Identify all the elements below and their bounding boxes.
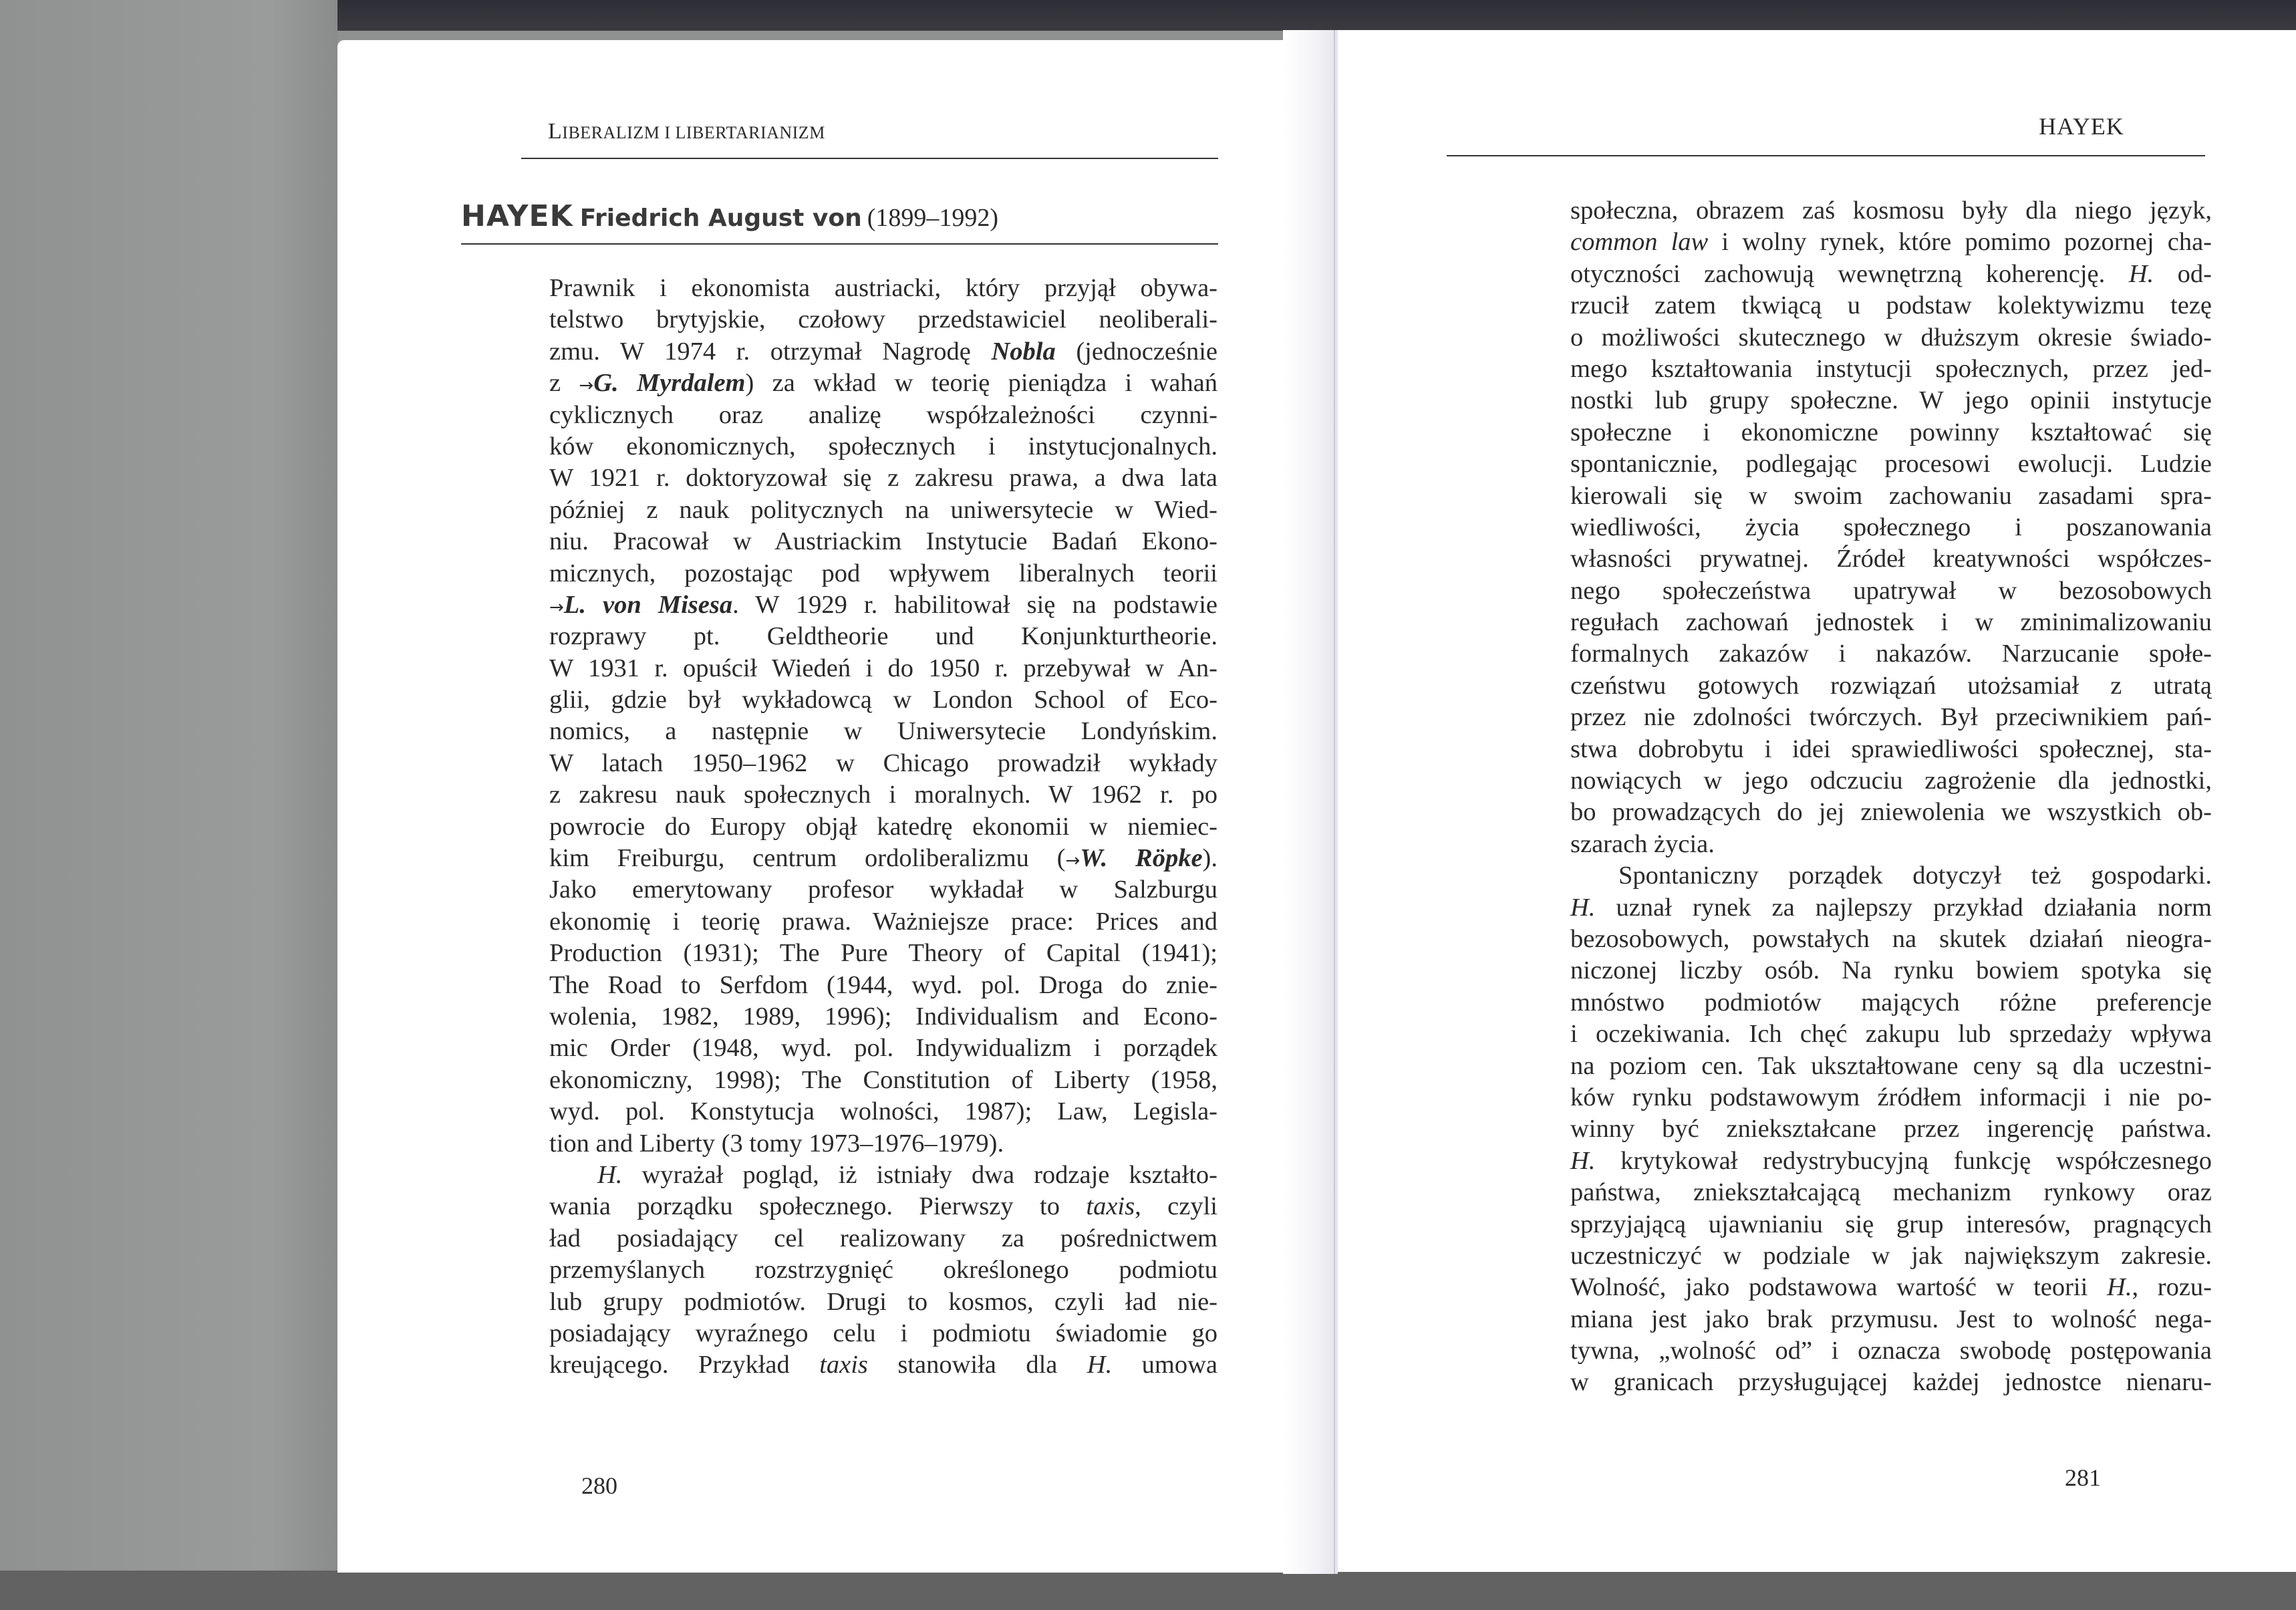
text-run: regułach zachowań jednostek i w zminimalizowaniu [1570, 608, 2212, 637]
text-line [549, 1349, 1217, 1381]
text-run: nomics, a następnie w Uniwersytecie Londyńskim. [549, 717, 1217, 746]
text-line [549, 1160, 1217, 1191]
text-run: W. Röpke [1080, 844, 1203, 873]
text-line [1570, 259, 2212, 290]
text-line [1570, 290, 2212, 321]
text-line [549, 970, 1217, 1001]
text-run: wania porządku społecznego. Pierwszy to [549, 1192, 1087, 1221]
text-run: bo prowadzących do jej zniewolenia we wszystkich ob- [1570, 798, 2212, 827]
text-run: telstwo brytyjskie, czołowy przedstawiciel neoliberali- [549, 305, 1217, 334]
cross-reference-arrow-icon: → [579, 376, 594, 396]
text-line [1570, 1051, 2212, 1082]
text-run: przemyślanych rozstrzygnięć określonego podmiotu [549, 1256, 1217, 1285]
text-run: wyrażał pogląd, iż istniały dwa rodzaje kształto- [622, 1160, 1217, 1189]
text-run: przez nie zdolności twórczych. Był przeciwnikiem pań- [1570, 703, 2212, 732]
text-run: Production (1931); The Pure Theory of Capital (1941); [549, 939, 1217, 968]
text-run: tywna, „wolność od” i oznacza swobodę postępowania [1570, 1337, 2212, 1365]
text-line [549, 906, 1217, 938]
text-run: nowiących w jego odczuciu zagrożenie dla jednostki, [1570, 767, 2212, 795]
text-run: spontanicznie, podlegając procesowi ewolucji. Ludzie [1570, 450, 2212, 479]
text-line [549, 621, 1217, 652]
text-run: H. [2128, 259, 2154, 288]
text-line [1570, 1304, 2212, 1335]
text-run: na poziom cen. Tak ukształtowane ceny są dla uczestni- [1570, 1051, 2212, 1080]
text-line [549, 1254, 1217, 1286]
text-line [1570, 702, 2212, 733]
text-line [1570, 765, 2212, 797]
text-run: i oczekiwania. Ich chęć zakupu lub sprzedaży wpływa [1570, 1020, 2212, 1049]
text-line [549, 462, 1217, 494]
running-head-right: HAYEK [2039, 113, 2124, 140]
text-run: Spontaniczny porządek dotyczył też gospodarki. [1618, 861, 2212, 890]
text-run: common law [1570, 228, 1709, 257]
text-run: kim Freiburgu, centrum ordoliberalizmu ( [549, 844, 1066, 873]
text-run: H. [1087, 1351, 1113, 1379]
header-rule-right [1447, 155, 2205, 156]
text-run: miana jest jako brak przymusu. Jest to wolność nega- [1570, 1305, 2212, 1333]
text-run: nego społeczeństwa upatrywał w bezosobowych [1570, 576, 2212, 605]
text-line [549, 304, 1217, 336]
text-run: The Road to Serfdom (1944, wyd. pol. Droga do znie- [549, 970, 1217, 999]
text-line [1570, 1367, 2212, 1398]
text-line [1570, 512, 2212, 543]
text-run: umowa [1112, 1351, 1217, 1379]
text-line [549, 1191, 1217, 1222]
text-run: H. [1570, 893, 1596, 922]
page-edge [1334, 30, 1335, 1574]
text-run: szarach życia. [1570, 829, 1715, 858]
text-run: ład posiadający cel realizowany za pośrednictwem [549, 1224, 1217, 1252]
text-run: Wolność, jako podstawowa wartość w teorii [1570, 1273, 2108, 1302]
text-run: wiedliwości, życia społecznego i poszanowania [1570, 513, 2212, 541]
text-line [1570, 448, 2212, 480]
text-line [549, 684, 1217, 716]
text-run: Nobla [991, 337, 1056, 366]
text-line [1570, 734, 2212, 765]
text-run: lub grupy podmiotów. Drugi to kosmos, czyli ład nie- [549, 1287, 1217, 1316]
text-run: W latach 1950–1962 w Chicago prowadził wykłady [549, 749, 1217, 777]
scanner-background [0, 0, 337, 1610]
text-line [549, 811, 1217, 843]
text-line [1570, 860, 2212, 892]
text-run: stwa dobrobytu i idei sprawiedliwości społecznej, sta- [1570, 734, 2212, 763]
text-run: G. Myrdalem [593, 369, 746, 398]
text-run: (jednocześnie [1055, 337, 1217, 366]
running-head-rest: IBERALIZM I LIBERTARIANIZM [562, 123, 825, 142]
text-run: sprzyjającą ujawnianiu się grup interesów, pragnących [1570, 1210, 2212, 1238]
text-run: cyklicznych oraz analizę współzależności czynni- [549, 400, 1217, 429]
text-line [1570, 1113, 2212, 1145]
page-number-right: 281 [2065, 1464, 2101, 1491]
text-line [549, 874, 1217, 906]
text-run: kierowali się w swoim zachowaniu zasadami spra- [1570, 481, 2212, 510]
text-run: , czyli [1135, 1192, 1217, 1221]
left-body-text [549, 273, 1217, 1381]
text-line [1570, 354, 2212, 385]
text-line [1570, 892, 2212, 924]
text-run: stanowiła dla [867, 1351, 1087, 1379]
text-run: . W 1929 r. habilitował się na podstawie [732, 590, 1217, 619]
text-line [1570, 607, 2212, 638]
text-line [1570, 797, 2212, 828]
text-line [549, 1223, 1217, 1254]
text-run: Jako emerytowany profesor wykładał w Salzburgu [549, 876, 1217, 904]
text-line [1570, 1272, 2212, 1303]
right-body-text [1570, 195, 2212, 1399]
text-line [549, 1033, 1217, 1064]
text-line [549, 526, 1217, 557]
text-line [549, 938, 1217, 969]
text-run: Prawnik i ekonomista austriacki, który przyjął obywa- [549, 274, 1217, 302]
entry-heading [461, 199, 998, 233]
text-run: od- [2154, 259, 2212, 288]
header-rule-left [521, 158, 1218, 159]
text-run: H. [1570, 1146, 1596, 1175]
text-run: , rozu- [2132, 1273, 2212, 1302]
text-run: mic Order (1948, wyd. pol. Indywidualizm i porządek [549, 1034, 1217, 1063]
text-line [1570, 575, 2212, 607]
entry-heading-rule [461, 243, 1218, 245]
text-run: rozprawy pt. Geldtheorie und Konjunkturtheorie. [549, 622, 1217, 651]
scanner-bottom-shadow [0, 1571, 2296, 1610]
text-line [1570, 924, 2212, 955]
text-line [549, 1001, 1217, 1033]
page-number-left: 280 [581, 1472, 617, 1499]
text-line [1570, 543, 2212, 575]
text-run: w granicach przysługującej każdej jednostce nienaru- [1570, 1368, 2212, 1397]
text-run: zmu. W 1974 r. otrzymał Nagrodę [549, 337, 992, 366]
text-run: mego kształtowania instytucji społecznych, przez jed- [1570, 354, 2212, 383]
text-line [549, 1128, 1217, 1160]
text-run: z [549, 369, 579, 398]
text-line [1570, 1146, 2212, 1177]
text-run: kreującego. Przykład [549, 1351, 820, 1379]
text-line [1570, 195, 2212, 227]
text-line [549, 368, 1217, 399]
text-line [1570, 481, 2212, 512]
text-run: H. [597, 1160, 623, 1189]
text-line [549, 495, 1217, 526]
text-run: czeństwu gotowych rozwiązań utożsamiał z utratą [1570, 671, 2212, 700]
text-run: ków rynku podstawowym źródłem informacji i nie po- [1570, 1083, 2212, 1111]
text-run: z zakresu nauk społecznych i moralnych. W 1962 r. po [549, 781, 1217, 809]
text-line [1570, 1240, 2212, 1272]
text-line [1570, 829, 2212, 860]
text-run: krytykował redystrybucyjną funkcję współczesnego [1595, 1146, 2212, 1175]
text-run: niu. Pracował w Austriackim Instytucie Badań Ekono- [549, 527, 1217, 556]
text-run: glii, gdzie był wykładowcą w London School of Eco- [549, 686, 1217, 714]
text-run: bezosobowych, powstałych na skutek działań nieogra- [1570, 924, 2212, 953]
text-run: wyd. pol. Konstytucja wolności, 1987); Law, Legisla- [549, 1097, 1217, 1126]
cross-reference-arrow-icon: → [549, 597, 564, 618]
text-run: niczonej liczby osób. Na rynku bowiem spotyka się [1570, 956, 2212, 985]
text-line [1570, 987, 2212, 1019]
text-line [1570, 227, 2212, 258]
text-line [549, 558, 1217, 589]
text-run: państwa, zniekształcającą mechanizm rynkowy oraz [1570, 1178, 2212, 1207]
text-line [549, 843, 1217, 874]
text-run: winny być zniekształcane przez ingerencję państwa. [1570, 1115, 2212, 1144]
entry-surname: HAYEK [461, 199, 573, 233]
text-run: ekonomiczny, 1998); The Constitution of Liberty (1958, [549, 1065, 1217, 1094]
text-run: o możliwości skutecznego w dłuższym okresie świado- [1570, 323, 2212, 352]
text-run: taxis [1086, 1192, 1135, 1221]
running-head-initial: L [548, 119, 563, 144]
text-run: uczestniczyć w podziale w jak największym zakresie. [1570, 1241, 2212, 1270]
text-run: powrocie do Europy objął katedrę ekonomii w niemiec- [549, 812, 1217, 841]
text-run: rzucił zatem tkwiącą u podstaw kolektywizmu tezę [1570, 291, 2212, 320]
text-line [1570, 322, 2212, 354]
text-run: wolenia, 1982, 1989, 1996); Individualism and Econo- [549, 1002, 1217, 1031]
text-run: nostki lub grupy społeczne. W jego opinii instytucje [1570, 386, 2212, 415]
text-run: ) za wkład w teorię pieniądza i wahań [745, 369, 1218, 398]
text-line [549, 273, 1217, 304]
text-run: L. von Misesa [563, 590, 733, 619]
text-line [1570, 955, 2212, 986]
text-run: otyczności zachowują wewnętrzną koherencję. [1570, 259, 2129, 288]
text-line [1570, 1177, 2212, 1208]
text-line [549, 431, 1217, 462]
text-line [1570, 638, 2212, 670]
text-line [1570, 417, 2212, 448]
text-run: i wolny rynek, które pomimo pozornej cha- [1708, 228, 2212, 257]
text-run: społeczna, obrazem zaś kosmosu były dla niego język, [1570, 196, 2212, 225]
running-head-left [548, 119, 825, 144]
cross-reference-arrow-icon: → [1065, 851, 1081, 871]
text-run: formalnych zakazów i nakazów. Narzucanie społe- [1570, 640, 2212, 668]
book-gutter [1283, 30, 1338, 1574]
entry-dates: (1899–1992) [867, 204, 999, 232]
text-line [1570, 670, 2212, 702]
text-run: posiadający wyraźnego celu i podmiotu świadomie go [549, 1319, 1217, 1347]
text-line [1570, 1335, 2212, 1367]
text-line [1570, 1019, 2212, 1050]
text-line [549, 1318, 1217, 1349]
text-run: micznych, pozostając pod wpływem liberalnych teorii [549, 559, 1217, 587]
text-line [549, 336, 1217, 368]
text-run: mnóstwo podmiotów mających różne preferencje [1570, 988, 2212, 1017]
text-run: tion and Liberty (3 tomy 1973–1976–1979). [549, 1129, 1004, 1158]
text-line [549, 748, 1217, 779]
text-line [1570, 1082, 2212, 1113]
text-run: później z nauk politycznych na uniwersytecie w Wied- [549, 495, 1217, 524]
text-line [549, 1287, 1217, 1318]
text-run: ). [1202, 844, 1217, 873]
text-run: W 1921 r. doktoryzował się z zakresu prawa, a dwa lata [549, 464, 1217, 493]
text-run: taxis [819, 1351, 868, 1379]
text-line [549, 1065, 1217, 1096]
entry-given-names: Friedrich August von [579, 205, 862, 232]
text-line [549, 716, 1217, 747]
text-line [549, 653, 1217, 684]
text-line [549, 589, 1217, 621]
scanner-top-shadow [0, 0, 2296, 31]
text-run: uznał rynek za najlepszy przykład działania norm [1595, 893, 2212, 922]
text-run: społeczne i ekonomiczne powinny kształtować się [1570, 418, 2212, 446]
text-line [1570, 1209, 2212, 1240]
text-line [549, 1096, 1217, 1127]
text-line [549, 400, 1217, 431]
text-line [1570, 385, 2212, 416]
text-run: ekonomię i teorię prawa. Ważniejsze prace: Prices and [549, 907, 1217, 936]
text-run: W 1931 r. opuścił Wiedeń i do 1950 r. przebywał w An- [549, 654, 1217, 682]
text-run: własności prywatnej. Źródeł kreatywności współczes- [1570, 545, 2212, 573]
text-run: H. [2107, 1273, 2132, 1302]
text-line [549, 779, 1217, 811]
text-run: ków ekonomicznych, społecznych i instytucjonalnych. [549, 432, 1217, 460]
